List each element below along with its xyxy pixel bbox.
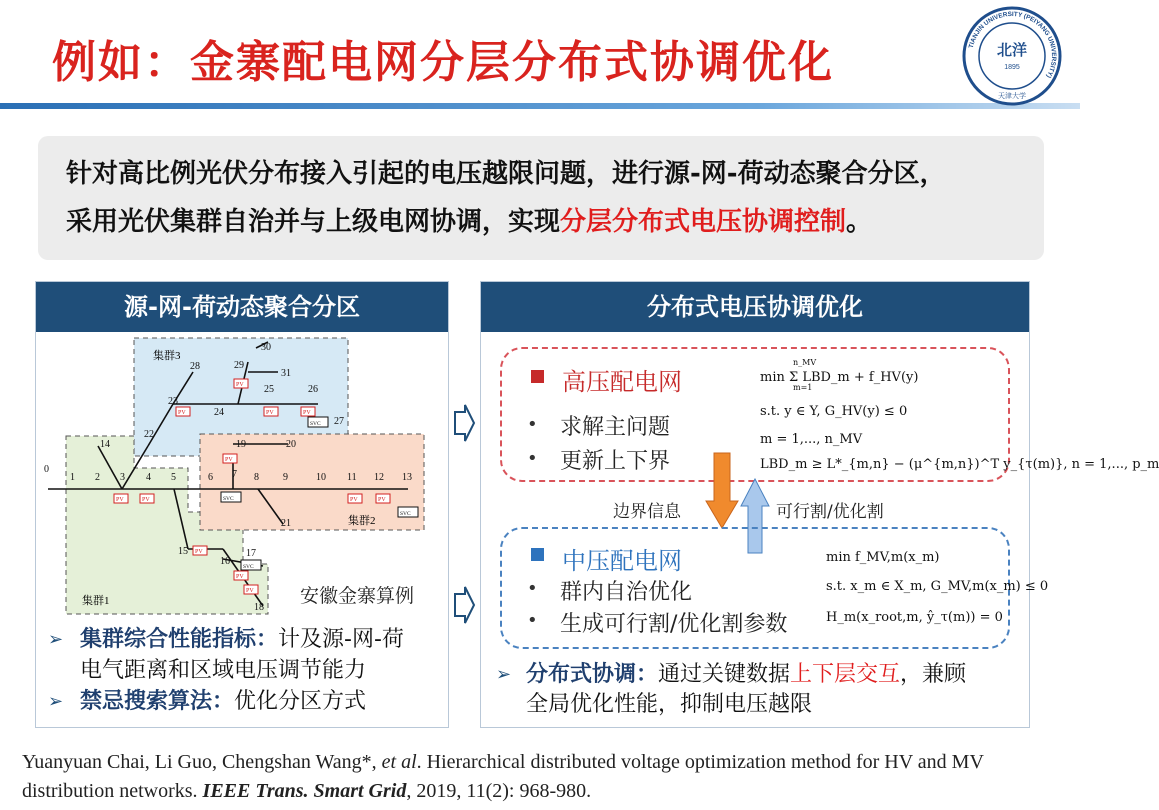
node-31: 31 [281, 368, 291, 379]
intro-highlight: 分层分布式电压协调控制 [560, 207, 847, 237]
left-bullets [42, 624, 442, 717]
chevron-right-icon: ➢ [496, 664, 512, 685]
pv-tag: PV [225, 457, 233, 463]
right-panel-header: 分布式电压协调优化 [481, 282, 1029, 332]
svc-tag: SVC [400, 511, 411, 517]
hv-sum-lower: m=1 [793, 383, 813, 392]
university-logo [962, 6, 1062, 106]
boundary-info-label: 边界信息 [613, 502, 681, 522]
pv-tag: PV [178, 410, 186, 416]
svc-tag: SVC [310, 421, 321, 427]
arrow-right-icon [453, 404, 475, 442]
distributed-bullet: ➢ 分布式协调：通过关键数据上下层交互，兼顾 全局优化性能，抑制电压越限 [496, 662, 967, 717]
hv-cut-constraint: LBD_m ≥ L*_{m,n} − (μ^{m,n})^T y_{τ(m)}, n = 1,..., p_m [760, 457, 1159, 472]
node-12: 12 [374, 472, 384, 483]
hv-index-range: m = 1,..., n_MV [760, 432, 863, 447]
node-25: 25 [264, 384, 274, 395]
citation: Yuanyuan Chai, Li Guo, Chengshan Wang*, et al. Hierarchical distributed voltage optimization method for HV and MV distribution networks. IEEE Trans. Smart Grid, 2019, 11(2): 968-980. [22, 751, 984, 802]
intro-line-1: 针对高比例光伏分布接入引起的电压越限问题，进行源-网-荷动态聚合分区， [66, 159, 946, 189]
node-11: 11 [347, 472, 357, 483]
node-0: 0 [44, 464, 49, 475]
pv-tag: PV [378, 497, 386, 503]
bullet-cluster-metric: ➢ 集群综合性能指标：计及源-网-荷 电气距离和区域电压调节能力 [42, 624, 442, 686]
pv-tag: PV [350, 497, 358, 503]
bullet-dot: • [527, 578, 538, 599]
distributed-highlight: 上下层交互 [790, 662, 901, 687]
chevron-right-icon: ➢ [48, 691, 64, 712]
cluster2-label: 集群2 [348, 515, 376, 527]
pv-tag: PV [142, 497, 150, 503]
example-label: 安徽金寨算例 [300, 586, 415, 607]
node-1: 1 [70, 472, 75, 483]
svc-tag: SVC [243, 564, 254, 570]
title-rule [0, 103, 1080, 109]
node-8: 8 [254, 472, 259, 483]
logo-year: 1895 [1004, 64, 1020, 71]
svc-tag: SVC [223, 496, 234, 502]
node-9: 9 [283, 472, 288, 483]
node-17: 17 [246, 548, 256, 559]
cut-label: 可行割/优化割 [776, 502, 884, 522]
logo-center: 北洋 [996, 41, 1028, 59]
slide-title: 例如：金寨配电网分层分布式协调优化 [52, 37, 834, 88]
hv-constraint: s.t. y ∈ Y, G_HV(y) ≤ 0 [760, 404, 908, 419]
bullet-dot: • [527, 448, 538, 469]
hv-item-bounds: 更新上下界 [560, 449, 671, 474]
node-15: 15 [178, 546, 188, 557]
mv-constraint: s.t. x_m ∈ X_m, G_MV,m(x_m) ≤ 0 [826, 579, 1049, 594]
pv-tag: PV [116, 497, 124, 503]
bullet-continuation: 电气距离和区域电压调节能力 [80, 658, 367, 683]
node-24: 24 [214, 407, 224, 418]
node-14: 14 [100, 439, 110, 450]
node-19: 19 [236, 439, 246, 450]
pv-tag: PV [236, 382, 244, 388]
bullet-dot: • [527, 414, 538, 435]
journal-name: IEEE Trans. Smart Grid [202, 780, 407, 802]
cluster1-label: 集群1 [82, 595, 110, 607]
arrow-down-icon [705, 453, 739, 529]
mv-item-cuts: 生成可行割/优化割参数 [560, 612, 788, 637]
node-27: 27 [334, 416, 344, 427]
arrow-right-icon [453, 586, 475, 624]
node-3: 3 [120, 472, 125, 483]
mv-coupling: H_m(x_root,m, ŷ_τ(m)) = 0 [826, 610, 1003, 625]
node-20: 20 [286, 439, 296, 450]
hv-objective: min Σ LBD_m + f_HV(y) [760, 370, 919, 385]
pv-tag: PV [236, 574, 244, 580]
hv-sum-upper: n_MV [793, 358, 817, 367]
cluster3-label: 集群3 [153, 350, 181, 362]
node-26: 26 [308, 384, 318, 395]
node-30: 30 [261, 342, 271, 353]
intro-line-2: 采用光伏集群自治并与上级电网协调，实现分层分布式电压协调控制。 [66, 207, 873, 237]
square-bullet-icon [531, 370, 544, 383]
intro-box [38, 136, 1044, 260]
node-13: 13 [402, 472, 412, 483]
bullet-tabu-search: ➢ 禁忌搜索算法：优化分区方式 [42, 686, 442, 717]
node-22: 22 [144, 429, 154, 440]
chevron-right-icon: ➢ [48, 629, 64, 650]
mv-objective: min f_MV,m(x_m) [826, 550, 940, 565]
network-diagram [38, 334, 446, 620]
pv-tag: PV [246, 588, 254, 594]
mv-heading: 中压配电网 [562, 547, 682, 575]
node-18: 18 [254, 602, 264, 613]
logo-script: 天津大学 [998, 92, 1026, 100]
pv-tag: PV [303, 410, 311, 416]
node-2: 2 [95, 472, 100, 483]
left-panel-header: 源-网-荷动态聚合分区 [36, 282, 448, 332]
node-6: 6 [208, 472, 213, 483]
node-16: 16 [220, 556, 230, 567]
pv-tag: PV [195, 549, 203, 555]
node-10: 10 [316, 472, 326, 483]
node-23: 23 [168, 396, 178, 407]
node-7: 7 [232, 469, 237, 480]
node-29: 29 [234, 360, 244, 371]
node-21: 21 [281, 518, 291, 529]
hv-heading: 高压配电网 [562, 368, 682, 396]
node-28: 28 [190, 361, 200, 372]
mv-item-autonomy: 群内自治优化 [560, 580, 693, 605]
square-bullet-icon [531, 548, 544, 561]
bullet-dot: • [527, 610, 538, 631]
hv-item-solve: 求解主问题 [560, 415, 671, 440]
svg-text:TIANJIN UNIVERSITY (PEIYANG UN: TIANJIN UNIVERSITY (PEIYANG UNIVERSITY) [967, 10, 1058, 79]
node-4: 4 [146, 472, 151, 483]
node-5: 5 [171, 472, 176, 483]
pv-tag: PV [266, 410, 274, 416]
